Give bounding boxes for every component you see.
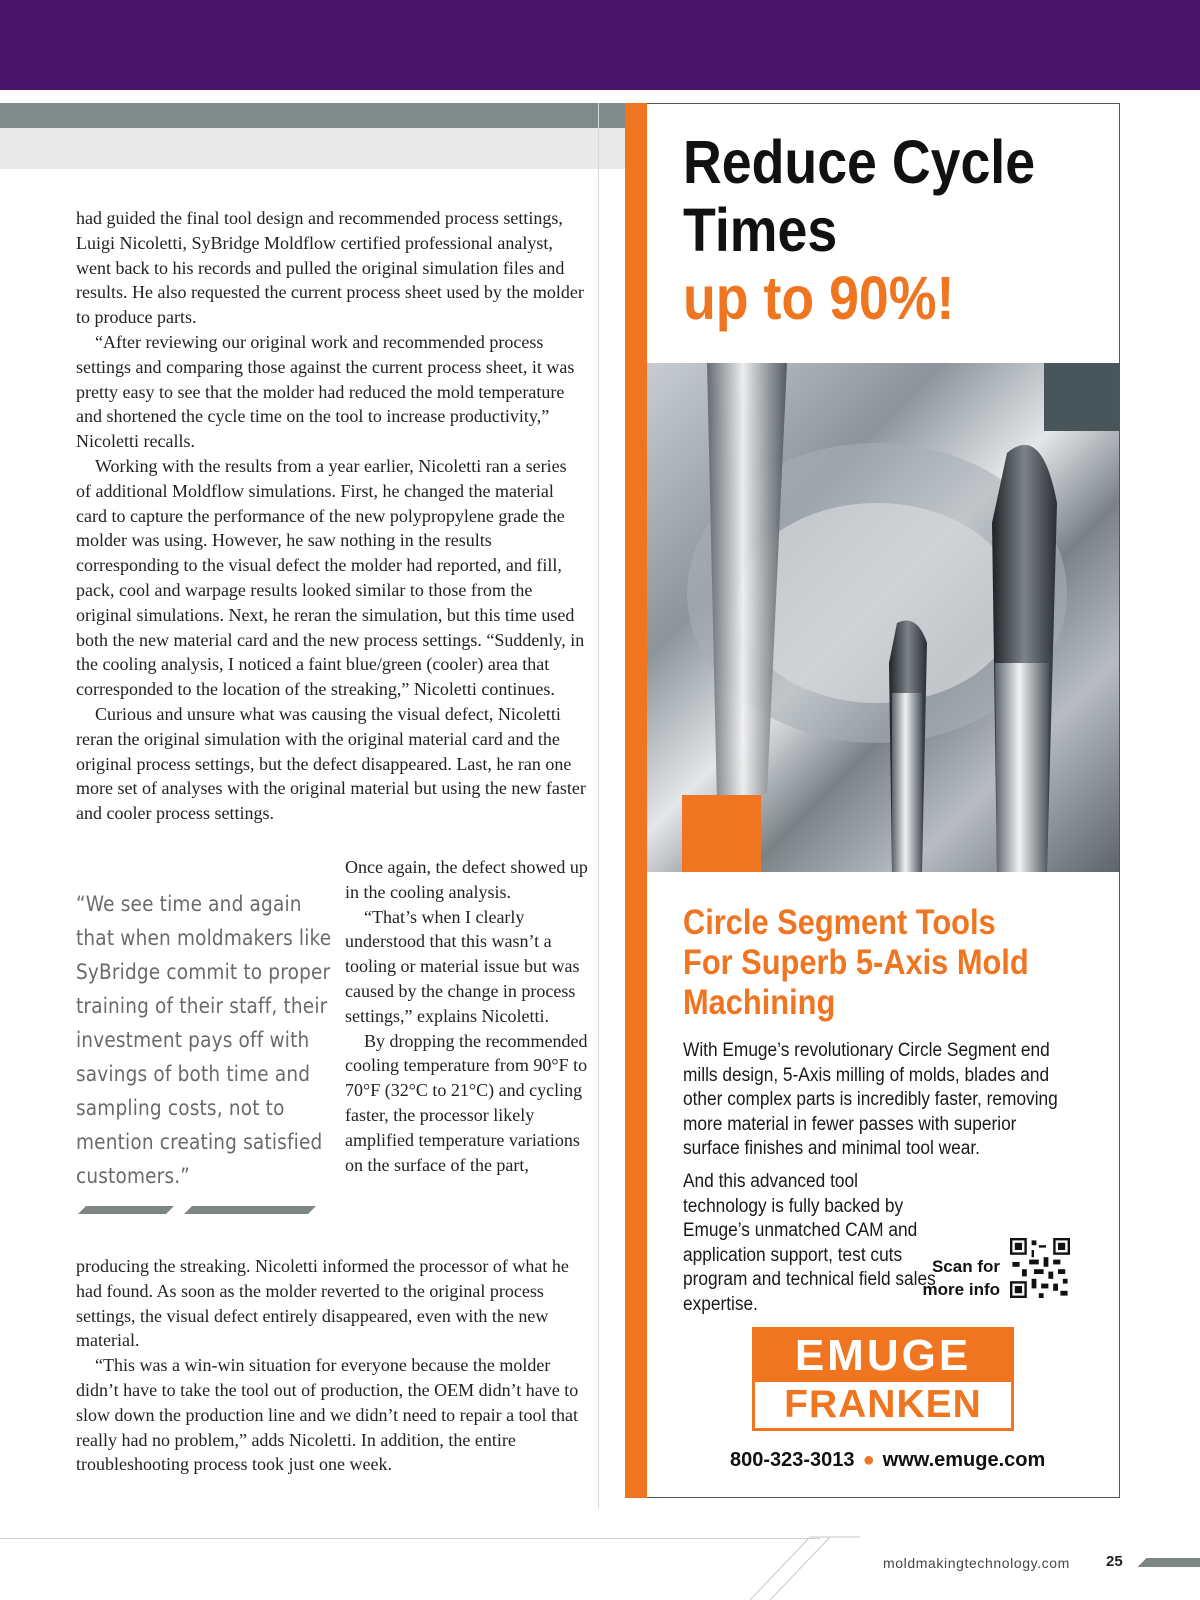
paragraph: producing the streaking. Nicoletti informed the processor of what he had found. As soon as the molder reverted to the original process settings, the visual defect entirely disappeared, even with the new material. bbox=[76, 1256, 569, 1351]
page-number: 25 bbox=[1106, 1553, 1123, 1570]
header-shade bbox=[0, 128, 640, 169]
scan-prompt bbox=[920, 1255, 1000, 1301]
ad-headline-highlight: up to 90%! bbox=[683, 264, 955, 332]
scan-line: more info bbox=[922, 1280, 1000, 1299]
decorative-block bbox=[682, 795, 761, 872]
ad-subheadline bbox=[683, 903, 1029, 1023]
paragraph: “That’s when I clearly understood that this wasn’t a tooling or material issue but was caused by the change in process settings,” explains Nicoletti. bbox=[345, 906, 580, 1026]
qr-code-icon[interactable] bbox=[1010, 1238, 1070, 1298]
ad-paragraph: With Emuge’s revolutionary Circle Segment end mills design, 5-Axis milling of molds, blades and other complex parts is incredibly faster, removing more material in fewer passes with superior surface finishes and minimal tool wear. bbox=[683, 1040, 1058, 1160]
ad-subheadline-line: Machining bbox=[683, 983, 836, 1022]
footer-rule bbox=[0, 1538, 820, 1539]
pull-quote-rule bbox=[78, 1206, 174, 1214]
ad-paragraph: And this advanced tool technology is fully backed by Emuge’s unmatched CAM and application support, test cuts program and technical field sales expertise. bbox=[683, 1170, 936, 1315]
scan-line: Scan for bbox=[931, 1257, 1000, 1276]
ad-headline bbox=[683, 128, 1035, 332]
logo-franken: FRANKEN bbox=[784, 1383, 982, 1426]
article-narrow-column bbox=[345, 855, 590, 1177]
paragraph: Curious and unsure what was causing the visual defect, Nicoletti reran the original simulation with the original material card and the original process settings, but the defect disappeared. Last, he ran one more set of analyses with the original material but using the new faster and cooler process settings. bbox=[76, 703, 586, 824]
paragraph: had guided the final tool design and recommended process settings, Luigi Nicoletti, SyBridge Moldflow certified professional analyst, went back to his records and pulled the original simulation files and results. He also requested the current process sheet used by the molder to produce parts. bbox=[76, 208, 584, 328]
website-link[interactable]: www.emuge.com bbox=[882, 1449, 1046, 1471]
decorative-block bbox=[1044, 363, 1119, 431]
ad-copy bbox=[683, 1039, 1065, 1326]
emuge-franken-logo bbox=[752, 1327, 1014, 1431]
footer-website[interactable]: moldmakingtechnology.com bbox=[883, 1555, 1070, 1571]
column-divider bbox=[598, 103, 599, 1508]
ad-contact bbox=[730, 1449, 1045, 1472]
logo-emuge: EMUGE bbox=[755, 1330, 1011, 1382]
article-body bbox=[76, 206, 586, 826]
article-tail bbox=[76, 1254, 586, 1477]
ad-headline-line: Reduce Cycle bbox=[683, 128, 1036, 196]
masthead-bar bbox=[0, 0, 1200, 90]
ad-subheadline-line: For Superb 5-Axis Mold bbox=[683, 943, 1029, 982]
pull-quote-rule bbox=[184, 1206, 316, 1214]
footer-tab bbox=[1138, 1558, 1200, 1567]
ad-subheadline-line: Circle Segment Tools bbox=[683, 903, 996, 942]
footer-decoration bbox=[690, 1535, 860, 1600]
paragraph: “After reviewing our original work and recommended process settings and comparing those against the current process sheet, it was pretty easy to see that the molder had reduced the mold temperature and shortened the cycle time on the tool to increase productivity,” Nicoletti recalls. bbox=[76, 331, 575, 452]
paragraph: Once again, the defect showed up in the cooling analysis. bbox=[345, 857, 588, 902]
end-mill-tools-photo bbox=[647, 363, 1119, 872]
bullet-icon: ● bbox=[862, 1449, 875, 1471]
phone-number[interactable]: 800-323-3013 bbox=[730, 1449, 855, 1471]
ad-accent-stripe bbox=[625, 103, 647, 1498]
paragraph: By dropping the recommended cooling temperature from 90°F to 70°F (32°C to 21°C) and cycling faster, the processor likely amplified temperature variations on the surface of the part, bbox=[345, 1030, 588, 1175]
pull-quote: “We see time and again that when moldmakers like SyBridge commit to proper training of their staff, their investment pays off with savings of both time and sampling costs, not to mention creating satisfied customers.” bbox=[76, 892, 332, 1189]
ad-headline-line: Times bbox=[683, 196, 838, 264]
paragraph: “This was a win-win situation for everyone because the molder didn’t have to take the tool out of production, the OEM didn’t have to slow down the production line and we didn’t need to repair a tool that really had no problem,” adds Nicoletti. In addition, the entire troubleshooting process took just one week. bbox=[76, 1355, 579, 1475]
paragraph: Working with the results from a year earlier, Nicoletti ran a series of additional Moldflow simulations. First, he changed the material card to capture the performance of the new polypropylene grade the molder was using. However, he saw nothing in the results corresponding to the visual defect the molder had reported, and fill, pack, cool and warpage results looked similar to those from the original simulations. Next, he reran the simulation, but this time used both the new material card and the new process settings. “Suddenly, in the cooling analysis, I noticed a faint blue/green (cooler) area that corresponded to the location of the streaking,” Nicoletti continues. bbox=[76, 455, 585, 700]
